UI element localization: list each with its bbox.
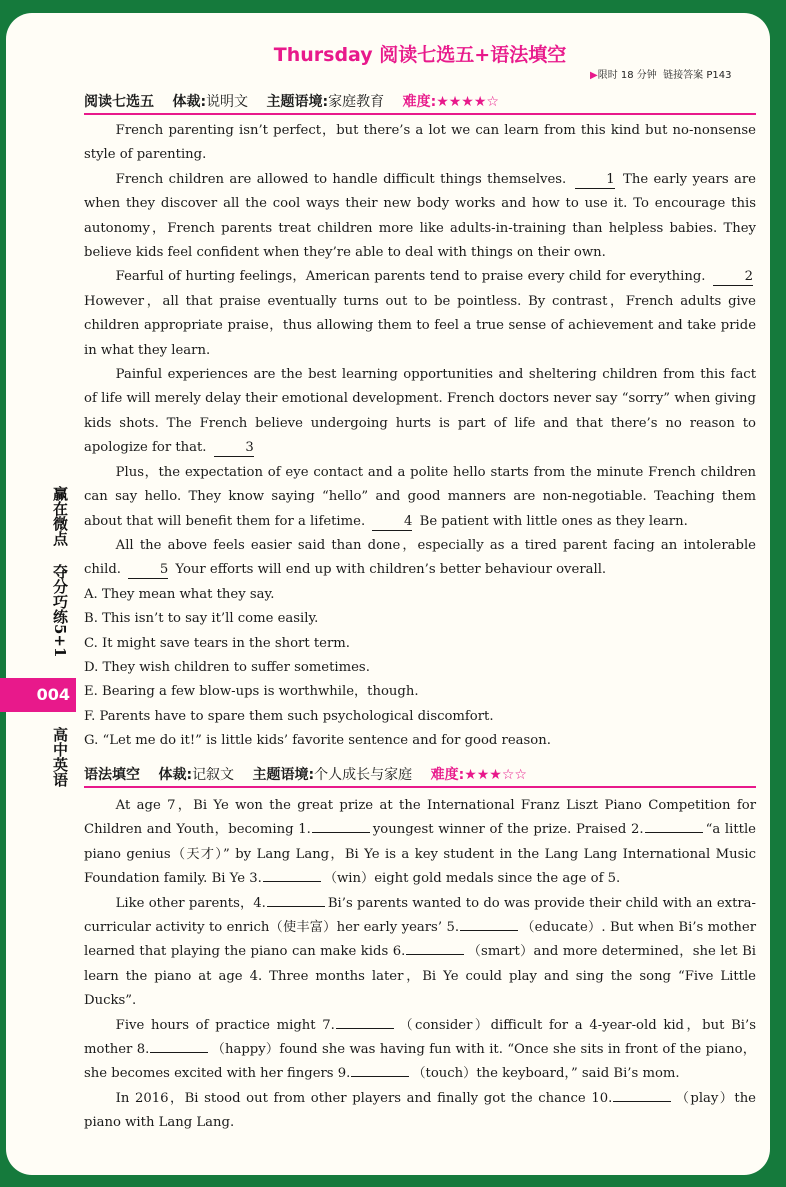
paragraph-text: Be patient with little ones as they learn. <box>419 513 688 529</box>
paragraph-text: （consider）difficult for a 4-year-old kid，but Bi’s mother <box>84 1017 756 1058</box>
section2-genre: 记叙文 <box>192 767 235 783</box>
option-e: E. Bearing a few blow-ups is worthwhile，though. <box>84 684 419 700</box>
paragraph-text: （touch）the keyboard，” said Bi’s mom. <box>412 1066 680 1082</box>
answer-blank-10[interactable] <box>613 1087 671 1102</box>
paragraph-text: In 2016，Bi stood out from other players and finally got the chance <box>115 1090 586 1106</box>
paragraph <box>84 892 756 1014</box>
section2-genre-label: 体裁: <box>158 767 193 783</box>
paragraph-text: “a little piano genius（天才）” by Lang Lang，Bi Ye is a key student in the Lang Lang International Music Foundation family. Bi Ye <box>84 822 756 887</box>
section1-name: 阅读七选五 <box>84 94 154 110</box>
blank-5[interactable]: 5 <box>128 562 168 579</box>
paragraph-text: At age 7，Bi Ye won the great prize at the International Franz Liszt Piano Competition for Children and Youth，becoming <box>84 798 756 838</box>
section1-topic-label: 主题语境: <box>266 94 329 110</box>
section2-difficulty-stars: ★★★☆☆ <box>464 767 527 783</box>
question-number: 2. <box>631 822 644 838</box>
option-g: G. “Let me do it!” is little kids’ favorite sentence and for good reason. <box>84 733 551 749</box>
paragraph <box>84 794 756 892</box>
section2-name: 语法填空 <box>84 767 140 783</box>
question-number: 10. <box>591 1090 613 1106</box>
blank-1[interactable]: 1 <box>575 172 615 189</box>
blank-2[interactable]: 2 <box>713 269 753 286</box>
question-number: 8. <box>136 1042 150 1058</box>
time-limit: 限时 18 分钟 <box>597 70 657 81</box>
question-number: 4. <box>253 895 266 911</box>
option-c: C. It might save tears in the short term. <box>84 635 350 651</box>
blank-3[interactable]: 3 <box>214 440 254 457</box>
paragraph <box>84 534 756 583</box>
section1-genre-label: 体裁: <box>172 94 207 110</box>
section2-passage <box>84 794 756 1136</box>
paragraph-text: Like other parents， <box>115 895 254 911</box>
paragraph <box>84 363 756 461</box>
time-info <box>590 66 731 81</box>
answer-blank-1[interactable] <box>312 818 370 833</box>
answer-blank-6[interactable] <box>406 940 464 955</box>
blank-4[interactable]: 4 <box>372 514 412 531</box>
paragraph-text: （happy）found she was having fun with it. “Once she sits in front of the piano，she becomes excited with her fingers <box>84 1042 756 1082</box>
answer-link: 链接答案 P143 <box>663 70 732 81</box>
paragraph-text: All the above feels easier said than done，especially as a tired parent facing an intolerable child. <box>84 537 756 578</box>
question-number: 9. <box>337 1066 351 1082</box>
option-b: B. This isn’t to say it’ll come easily. <box>84 611 319 627</box>
paragraph-text: However，all that praise eventually turns out to be pointless. By contrast，French adults give children appropriate praise，thus allowing them to feel a true sense of achievement and take pride in what they learn. <box>84 293 756 358</box>
section1-topic: 家庭教育 <box>328 94 385 110</box>
question-number: 7. <box>322 1017 335 1033</box>
paragraph <box>84 119 756 168</box>
paragraph-text: （smart）and more determined，she let Bi learn the piano at age 4. Three months later，Bi Ye could play and sing the song “Five Little Ducks”. <box>84 944 756 1009</box>
paragraph <box>84 168 756 266</box>
page-number: 004 <box>0 678 76 712</box>
section1-difficulty-stars: ★★★★☆ <box>436 94 499 110</box>
section1-header <box>84 91 756 115</box>
paragraph <box>84 461 756 534</box>
section2-topic: 个人成长与家庭 <box>314 767 413 783</box>
paragraph-text: Bi’s parents wanted to do was provide their child with an extra-curricular activity to enrich（使丰富）her early years’ <box>84 895 756 936</box>
answer-blank-7[interactable] <box>336 1014 394 1029</box>
paragraph-text: Your efforts will end up with children’s better behaviour overall. <box>175 562 607 578</box>
option-a: A. They mean what they say. <box>84 586 275 602</box>
question-number: 1. <box>298 822 311 838</box>
answer-blank-9[interactable] <box>351 1062 409 1077</box>
section2-topic-label: 主题语境: <box>252 767 315 783</box>
paragraph-text: Plus，the expectation of eye contact and a polite hello starts from the minute French children can say hello. They know saying “hello” and good manners are non-negotiable. Teaching them about that will benefit them for a lifetime. <box>84 464 756 529</box>
play-arrow-icon: ▶ <box>590 70 598 81</box>
answer-blank-5[interactable] <box>460 916 518 931</box>
paragraph-text: （educate）. But when Bi’s mother learned that playing the piano can make kids <box>84 920 757 960</box>
option-d: D. They wish children to suffer sometimes. <box>84 659 370 675</box>
section2-header <box>84 764 756 788</box>
question-number: 5. <box>446 920 460 936</box>
paragraph <box>84 265 756 363</box>
paragraph-text: French children are allowed to handle difficult things themselves. <box>115 171 567 187</box>
section2-difficulty-label: 难度: <box>430 767 465 783</box>
option-f: F. Parents have to spare them such psychological discomfort. <box>84 708 494 724</box>
paragraph-text: Painful experiences are the best learning opportunities and sheltering children from this fact of life will merely delay their emotional development. French doctors never say “sorry” when giving kids shots. The French believe undergoing hurts is part of life and that there’s no reason to apologize for that. <box>84 367 756 456</box>
paragraph-text: youngest winner of the prize. Praised <box>372 822 627 838</box>
series-title: 赢在微点 <box>51 486 69 546</box>
question-number: 6. <box>392 944 406 960</box>
section1-genre: 说明文 <box>206 94 249 110</box>
paragraph-text: The early years are when they discover all the cool ways their new body works and how to use it. To encourage this autonomy，French parents treat children more like adults-in-training than helpless babies. They believe kids feel confident when they’re able to deal with things on their own. <box>84 171 756 261</box>
paragraph <box>84 1014 756 1087</box>
paragraph-text: （win）eight gold medals since the age of 5. <box>323 871 621 887</box>
answer-blank-2[interactable] <box>645 818 703 833</box>
paragraph-text: Fearful of hurting feelings，American parents tend to praise every child for everything. <box>115 269 706 285</box>
answer-blank-3[interactable] <box>263 867 321 882</box>
book-title: 夺分巧练5+1 <box>51 564 69 658</box>
paragraph-text: French parenting isn’t perfect，but there’s a lot we can learn from this kind but no-nonsense style of parenting. <box>84 123 756 163</box>
paragraph-text: Five hours of practice might <box>115 1017 316 1033</box>
section1-passage <box>84 119 756 754</box>
question-number: 3. <box>249 871 262 887</box>
paragraph <box>84 1087 756 1136</box>
answer-blank-4[interactable] <box>267 892 325 907</box>
paragraph-text: （play）the piano with Lang Lang. <box>84 1090 756 1131</box>
answer-blank-8[interactable] <box>150 1038 208 1053</box>
section1-difficulty-label: 难度: <box>402 94 437 110</box>
subject-title: 高中英语 <box>51 727 69 787</box>
page-title: Thursday 阅读七选五+语法填空 <box>273 44 567 66</box>
